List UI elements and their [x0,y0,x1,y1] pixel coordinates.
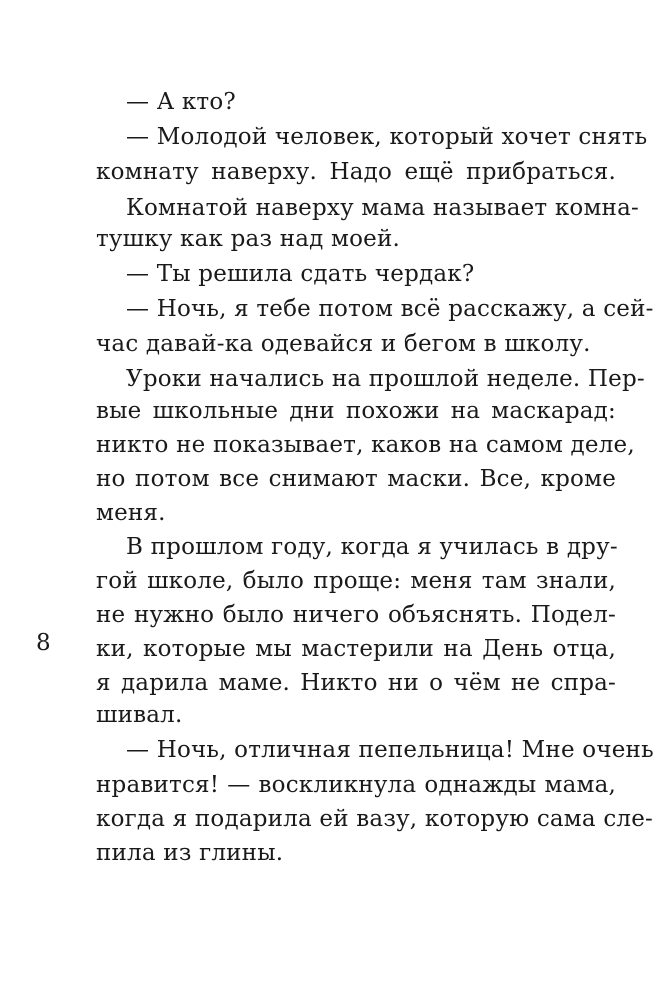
text-line: меня. [96,500,166,526]
text-line: Комнатой наверху мама называет комна- [126,195,639,221]
text-line: комнату наверху. Надо ещё прибраться. [96,159,616,185]
text-line: — Ночь, я тебе потом всё расскажу, а сей- [126,296,654,322]
text-line: пила из глины. [96,840,284,866]
text-line: не нужно было ничего объяснять. Подел- [96,602,616,628]
text-line: тушку как раз над моей. [96,226,401,252]
text-line: Уроки начались на прошлой неделе. Пер- [126,366,645,392]
text-line: — Молодой человек, который хочет снять [126,124,648,150]
text-line: я дарила маме. Никто ни о чём не спра- [96,670,616,696]
text-line: шивал. [96,702,183,728]
text-line: когда я подарила ей вазу, которую сама сле- [96,806,653,832]
text-line: но потом все снимают маски. Все, кроме [96,466,616,492]
page-number: 8 [36,630,51,656]
text-line: вые школьные дни похожи на маскарад: [96,398,616,424]
text-line: ки, которые мы мастерили на День отца, [96,636,616,662]
text-line: гой школе, было проще: меня там знали, [96,568,616,594]
text-line: — А кто? [126,89,236,115]
text-line: нравится! — воскликнула однажды мама, [96,772,616,798]
text-line: — Ночь, отличная пепельница! Мне очень [126,737,654,763]
text-line: В прошлом году, когда я училась в дру- [126,534,618,560]
text-line: никто не показывает, каков на самом деле, [96,432,635,458]
text-line: час давай-ка одевайся и бегом в школу. [96,331,591,357]
text-line: — Ты решила сдать чердак? [126,261,475,287]
